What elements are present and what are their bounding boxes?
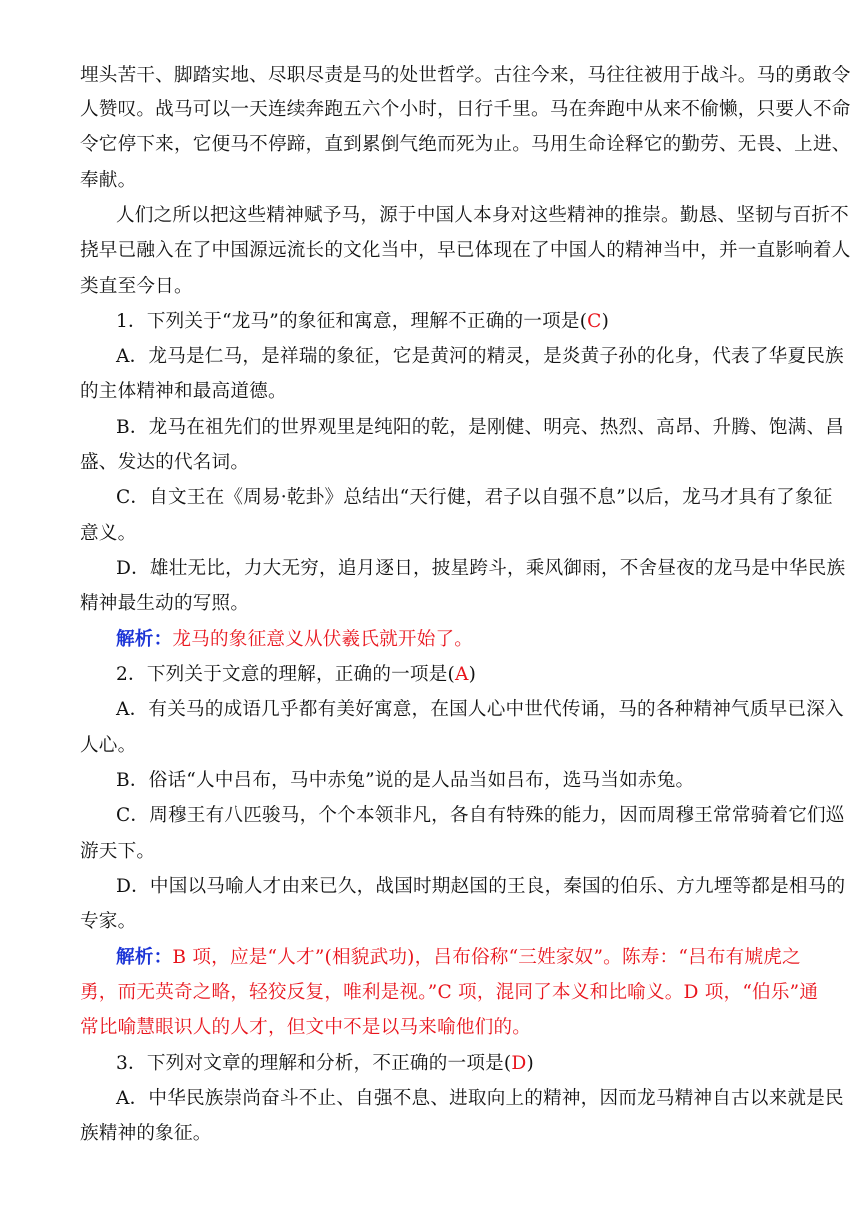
q2-analysis-line-2: 勇，而无英奇之略，轻狡反复，唯利是视。”C 项，混同了本义和比喻义。D 项，“伯乐”通 <box>80 982 819 1003</box>
q2-option-b: B．俗话“人中吕布，马中赤兔”说的是人品当如吕布，选马当如赤兔。 <box>116 770 695 791</box>
q2-analysis-line-3: 常比喻慧眼识人的人才，但文中不是以马来喻他们的。 <box>80 1017 532 1038</box>
q1-stem: 1．下列关于“龙马”的象征和寓意，理解不正确的一项是(C) <box>116 311 610 332</box>
q1-option-d-line-1: D．雄壮无比，力大无穷，追月逐日，披星跨斗，乘风御雨，不舍昼夜的龙马是中华民族 <box>116 558 846 579</box>
passage-p1-line-3: 令它停下来，它便马不停蹄，直到累倒气绝而死为止。马用生命诠释它的勤劳、无畏、上进、 <box>80 134 851 155</box>
q1-analysis <box>116 628 784 652</box>
q3-option-a-line-2: 族精神的象征。 <box>80 1123 212 1144</box>
q1-option-b-line-2: 盛、发达的代名词。 <box>80 452 250 473</box>
q1-option-a-line-2: 的主体精神和最高道德。 <box>80 381 287 402</box>
q2-option-a-line-1: A．有关马的成语几乎都有美好寓意，在国人心中世代传诵，马的各种精神气质早已深入 <box>116 699 844 720</box>
q2-option-c-line-1: C．周穆王有八匹骏马，个个本领非凡，各自有特殊的能力，因而周穆王常常骑着它们巡 <box>116 805 845 826</box>
q1-analysis-text: 龙马的象征意义从伏羲氏就开始了。 <box>172 629 474 650</box>
passage-p1-line-2: 人赞叹。战马可以一天连续奔跑五六个小时，日行千里。马在奔跑中从来不偷懒，只要人不命 <box>80 99 851 120</box>
q2-stem: 2．下列关于文意的理解，正确的一项是(A) <box>116 664 477 685</box>
q1-answer: C <box>587 311 602 332</box>
passage-p1-line-1: 埋头苦干、脚踏实地、尽职尽责是马的处世哲学。古往今来，马往往被用于战斗。马的勇敢令 <box>80 65 851 86</box>
q1-option-c-line-2: 意义。 <box>80 523 137 544</box>
q2-option-d-line-1: D．中国以马喻人才由来已久，战国时期赵国的王良，秦国的伯乐、方九堙等都是相马的 <box>116 876 846 897</box>
passage-p2-line-1: 人们之所以把这些精神赋予马，源于中国人本身对这些精神的推崇。勤恳、坚韧与百折不 <box>116 205 849 226</box>
passage-p2-line-2: 挠早已融入在了中国源远流长的文化当中，早已体现在了中国人的精神当中，并一直影响着人 <box>80 240 851 261</box>
q1-analysis-label: 解析： <box>116 629 173 650</box>
q2-option-a-line-2: 人心。 <box>80 735 137 756</box>
q1-option-c-line-1: C．自文王在《周易·乾卦》总结出“天行健，君子以自强不息”以后，龙马才具有了象征 <box>116 487 833 508</box>
q3-stem: 3．下列对文章的理解和分析，不正确的一项是(D) <box>116 1053 534 1074</box>
q2-analysis-line-1: 解析：B 项，应是“人才”(相貌武功)，吕布俗称“三姓家奴”。陈寿：“吕布有虓虎之 <box>116 947 801 968</box>
q2-option-d-line-2: 专家。 <box>80 911 137 932</box>
q2-answer: A <box>454 664 469 685</box>
passage-p1-line-4: 奉献。 <box>80 170 137 191</box>
q3-answer: D <box>511 1053 527 1074</box>
passage-p2-line-3: 类直至今日。 <box>80 276 193 297</box>
q2-analysis-label: 解析： <box>116 947 173 968</box>
q1-option-d-line-2: 精神最生动的写照。 <box>80 593 250 614</box>
q1-option-b-line-1: B．龙马在祖先们的世界观里是纯阳的乾，是刚健、明亮、热烈、高昂、升腾、饱满、昌 <box>116 417 845 438</box>
q2-option-c-line-2: 游天下。 <box>80 841 156 862</box>
q3-option-a-line-1: A．中华民族崇尚奋斗不止、自强不息、进取向上的精神，因而龙马精神自古以来就是民 <box>116 1088 844 1109</box>
q1-option-a-line-1: A．龙马是仁马，是祥瑞的象征，它是黄河的精灵，是炎黄子孙的化身，代表了华夏民族 <box>116 346 844 367</box>
